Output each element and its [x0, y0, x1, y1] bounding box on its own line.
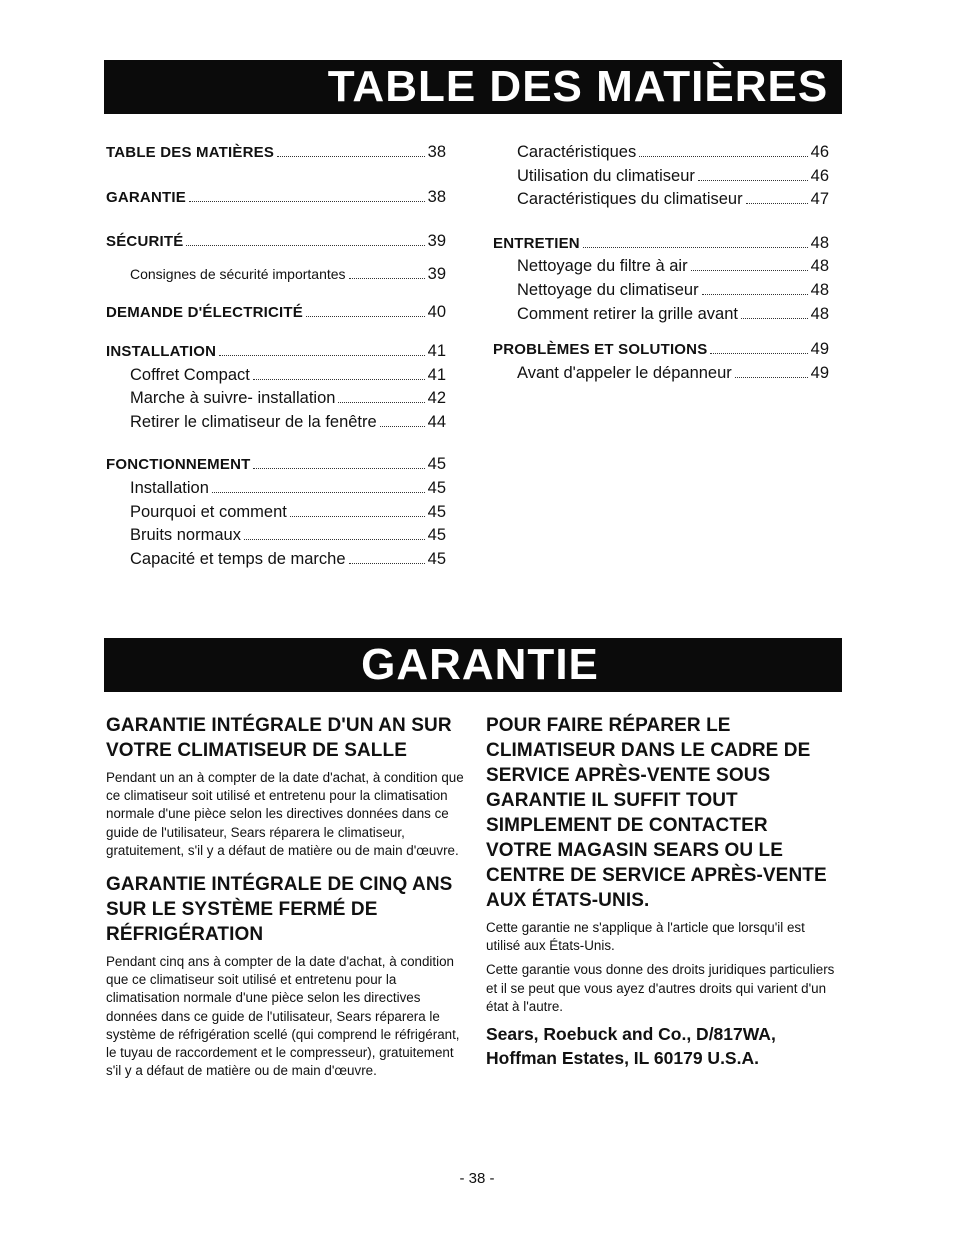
toc-entry-label: FONCTIONNEMENT — [106, 456, 251, 474]
toc-entry — [493, 362, 829, 386]
toc-entry — [106, 186, 446, 210]
toc-entry-label: Consignes de sécurité importantes — [130, 265, 346, 282]
toc-entry-label: GARANTIE — [106, 188, 186, 206]
toc-banner — [104, 60, 842, 114]
toc-dot-leader — [253, 379, 425, 380]
toc-dot-leader — [349, 563, 425, 564]
toc-right-column — [493, 141, 829, 385]
toc-dot-leader — [244, 539, 425, 540]
toc-entry-label: Bruits normaux — [130, 526, 241, 545]
toc-entry-page: 45 — [427, 502, 446, 521]
toc-entry — [106, 501, 446, 525]
toc-entry-page: 45 — [427, 526, 446, 545]
toc-entry — [493, 338, 829, 362]
toc-entry-page: 46 — [810, 166, 829, 185]
toc-dot-leader — [380, 426, 425, 427]
toc-entry-page: 38 — [427, 187, 446, 206]
warranty-banner-title: GARANTIE — [361, 640, 599, 689]
toc-entry — [106, 387, 446, 411]
toc-entry — [106, 340, 446, 364]
toc-entry-page: 47 — [810, 190, 829, 209]
page-number: - 38 - — [459, 1170, 495, 1187]
toc-entry — [493, 232, 829, 256]
toc-entry-label: SÉCURITÉ — [106, 233, 184, 251]
toc-entry-page: 46 — [810, 143, 829, 161]
toc-dot-leader — [583, 247, 808, 248]
toc-entry — [106, 263, 446, 287]
toc-entry — [493, 255, 829, 279]
toc-entry — [106, 477, 446, 501]
toc-entry-page: 45 — [427, 478, 446, 497]
toc-entry-label: Installation — [130, 478, 209, 497]
warranty-right-column — [486, 713, 836, 1070]
toc-entry-page: 39 — [427, 264, 446, 283]
toc-entry-label: Caractéristiques — [517, 143, 637, 161]
toc-dot-leader — [277, 156, 425, 157]
toc-entry — [493, 188, 829, 212]
toc-entry — [106, 141, 446, 165]
toc-entry — [493, 303, 829, 327]
toc-dot-leader — [698, 180, 808, 181]
warranty-banner — [104, 638, 842, 692]
toc-entry-label: TABLE DES MATIÈRES — [106, 144, 275, 161]
toc-dot-leader — [710, 353, 807, 354]
toc-entry — [106, 524, 446, 548]
legal-rights-note: Cette garantie vous donne des droits juridiques particuliers et il se peut que vous ayez d'autres droits qui varient d'un état à l'autre. — [486, 962, 835, 1014]
toc-left-column — [106, 141, 446, 571]
toc-dot-leader — [290, 516, 425, 517]
toc-dot-leader — [691, 270, 808, 271]
toc-dot-leader — [253, 468, 424, 469]
toc-entry-label: Comment retirer la grille avant — [517, 304, 738, 323]
toc-entry-page: 49 — [810, 363, 829, 382]
toc-entry-page: 45 — [427, 455, 446, 474]
five-year-warranty-text: Pendant cinq ans à compter de la date d'achat, à condition que ce climatiseur soit utilisé et entretenu pour la climatisation normale d'une pièce selon les directives données dans ce guide de l'utilisateur, Sears réparera le système de réfrigération scellé (qui comprend le réfrigérant, le tuyau de raccordement et le compresseur), gratuitement s'il y a défaut de matière ou de main d'œuvre. — [106, 954, 460, 1079]
toc-dot-leader — [349, 278, 425, 279]
toc-dot-leader — [639, 156, 807, 157]
toc-entry-page: 41 — [427, 341, 446, 360]
warranty-left-column — [106, 713, 466, 1086]
toc-dot-leader — [189, 201, 425, 202]
toc-entry — [106, 301, 446, 325]
toc-entry-label: Capacité et temps de marche — [130, 549, 346, 568]
toc-entry — [493, 141, 829, 165]
toc-dot-leader — [212, 492, 425, 493]
toc-entry-page: 41 — [427, 365, 446, 384]
toc-entry-page: 44 — [427, 412, 446, 431]
toc-entry — [106, 453, 446, 477]
toc-dot-leader — [735, 377, 808, 378]
toc-entry-label: Caractéristiques du climatiseur — [517, 190, 743, 209]
toc-entry-label: Pourquoi et comment — [130, 502, 287, 521]
toc-dot-leader — [338, 402, 424, 403]
toc-dot-leader — [746, 203, 808, 204]
toc-entry-label: ENTRETIEN — [493, 234, 580, 252]
toc-entry-page: 39 — [427, 232, 446, 251]
toc-entry — [493, 165, 829, 189]
toc-entry-label: Nettoyage du climatiseur — [517, 280, 699, 299]
toc-entry-page: 45 — [427, 549, 446, 568]
toc-dot-leader — [219, 355, 424, 356]
toc-entry — [106, 364, 446, 388]
toc-entry-label: INSTALLATION — [106, 342, 217, 360]
toc-entry — [106, 548, 446, 572]
sears-address: Sears, Roebuck and Co., D/817WA, Hoffman Estates, IL 60179 U.S.A. — [486, 1024, 776, 1069]
toc-entry — [106, 230, 446, 254]
toc-entry-page: 48 — [810, 233, 829, 252]
toc-dot-leader — [702, 294, 808, 295]
one-year-warranty-text: Pendant un an à compter de la date d'achat, à condition que ce climatiseur soit utilisé et entretenu pour la climatisation normale d'une pièce selon les directives données dans ce guide de l'utilisateur, Sears réparera le climatiseur, gratuitement, s'il y a défaut de matière ou de main d'œuvre. — [106, 770, 464, 858]
toc-entry-label: PROBLÈMES ET SOLUTIONS — [493, 341, 708, 359]
five-year-warranty-heading: GARANTIE INTÉGRALE DE CINQ ANS SUR LE SYSTÈME FERMÉ DE RÉFRIGÉRATION — [106, 874, 453, 946]
toc-entry-label: Marche à suivre- installation — [130, 389, 336, 408]
toc-entry-page: 48 — [810, 304, 829, 323]
toc-entry-page: 42 — [427, 389, 446, 408]
toc-entry-page: 40 — [427, 303, 446, 322]
one-year-warranty-heading: GARANTIE INTÉGRALE D'UN AN SUR VOTRE CLIMATISEUR DE SALLE — [106, 715, 452, 761]
toc-entry-page: 49 — [810, 340, 829, 359]
toc-entry-label: DEMANDE D'ÉLECTRICITÉ — [106, 304, 303, 322]
toc-dot-leader — [186, 245, 424, 246]
toc-entry-label: Coffret Compact — [130, 365, 250, 384]
service-instructions-heading: POUR FAIRE RÉPARER LE CLIMATISEUR DANS LE CADRE DE SERVICE APRÈS-VENTE SOUS GARANTIE IL SUFFIT TOUT SIMPLEMENT DE CONTACTER VOTRE MAGASIN SEARS OU LE CENTRE DE SERVICE APRÈS-VENTE AUX ÉTATS-UNIS. — [486, 715, 827, 911]
toc-entry-label: Utilisation du climatiseur — [517, 166, 695, 185]
usa-only-note: Cette garantie ne s'applique à l'article que lorsqu'il est utilisé aux États-Unis. — [486, 920, 805, 954]
toc-entry-label: Retirer le climatiseur de la fenêtre — [130, 412, 377, 431]
toc-entry-page: 48 — [810, 257, 829, 276]
toc-dot-leader — [306, 316, 425, 317]
toc-entry-label: Nettoyage du filtre à air — [517, 257, 688, 276]
toc-entry-label: Avant d'appeler le dépanneur — [517, 363, 732, 382]
toc-banner-title: TABLE DES MATIÈRES — [327, 62, 829, 111]
toc-entry — [493, 279, 829, 303]
toc-dot-leader — [741, 318, 808, 319]
toc-entry-page: 38 — [427, 143, 446, 161]
toc-entry-page: 48 — [810, 280, 829, 299]
toc-entry — [106, 411, 446, 435]
